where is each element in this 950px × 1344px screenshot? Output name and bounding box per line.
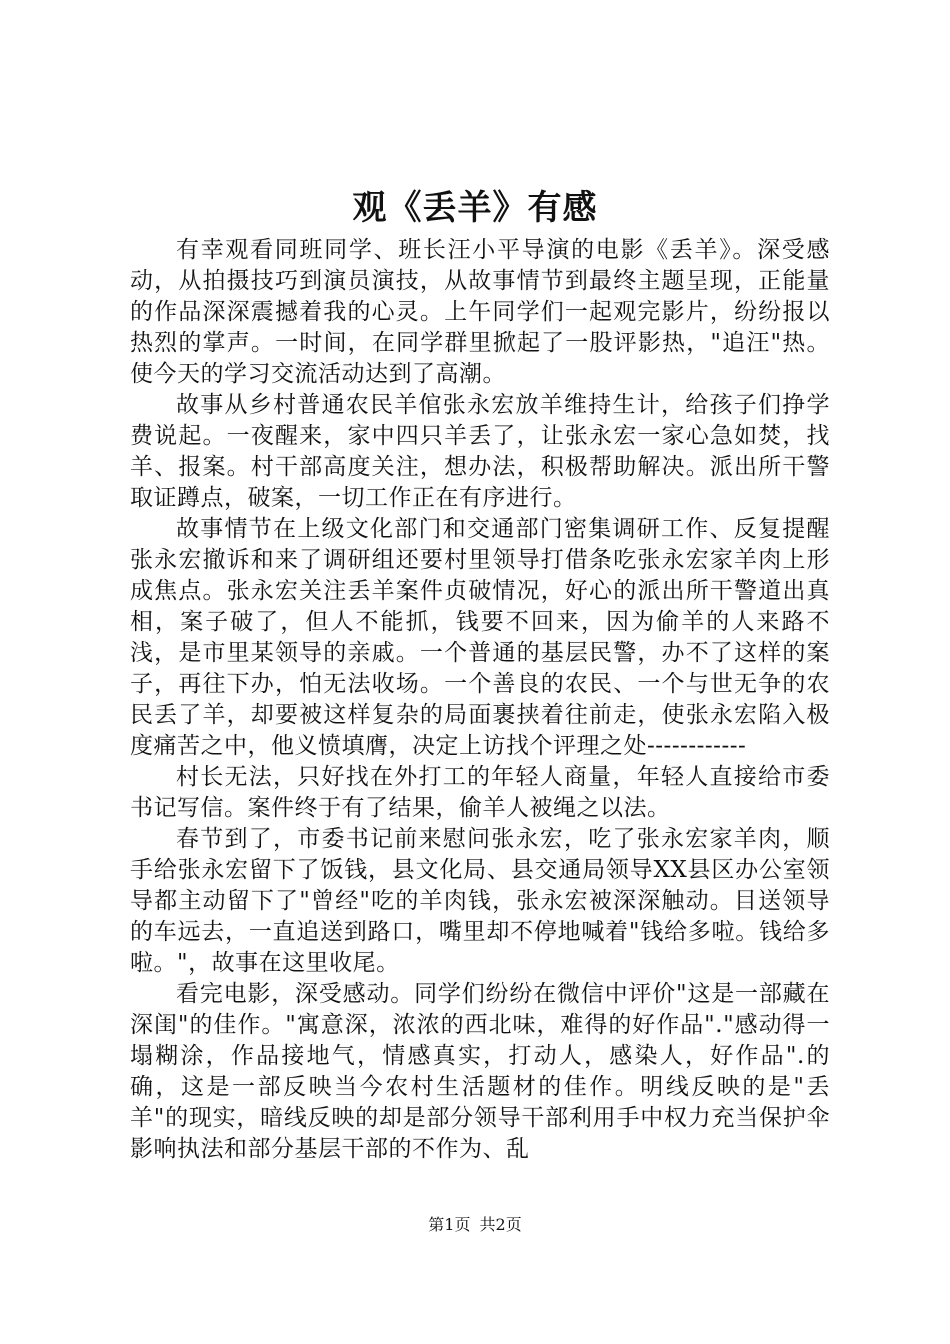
page-title: 观《丢羊》有感	[352, 188, 598, 228]
paragraph-3: 故事情节在上级文化部门和交通部门密集调研工作、反复提醒张永宏撤诉和来了调研组还要村里领导打借条吃张永宏家羊肉上形成焦点。张永宏关注丢羊案件贞破情况，好心的派出所干警道出真相，案子破了，但人不能抓，钱要不回来，因为偷羊的人来路不浅，是市里某领导的亲戚。一个普通的基层民警，办不了这样的案子，再往下办，怕无法收场。一个善良的农民、一个与世无争的农民丢了羊，却要被这样复杂的局面裹挟着往前走，使张永宏陷入极度痛苦之中，他义愤填膺，决定上访找个评理之处------------	[130, 516, 830, 759]
paragraph-1: 有幸观看同班同学、班长汪小平导演的电影《丢羊》。深受感动，从拍摄技巧到演员演技，从故事情节到最终主题呈现，正能量的作品深深震撼着我的心灵。上午同学们一起观完影片，纷纷报以热烈的掌声。一时间，在同学群里掀起了一股评影热，"追汪"热。使今天的学习交流活动达到了高潮。	[130, 237, 830, 387]
paragraph-5: 春节到了，市委书记前来慰问张永宏，吃了张永宏家羊肉，顺手给张永宏留下了饭钱，县文化局、县交通局领导XX县区办公室领导都主动留下了"曾经"吃的羊肉钱，张永宏被深深触动。目送领导的车远去，一直追送到路口，嘴里却不停地喊着"钱给多啦。钱给多啦。"，故事在这里收尾。	[130, 826, 830, 976]
page-number-total: 共2页	[479, 1215, 522, 1234]
page-footer	[0, 1214, 950, 1236]
document-body	[130, 235, 830, 1165]
page-number-current: 第1页	[428, 1215, 471, 1234]
paragraph-4: 村长无法，只好找在外打工的年轻人商量，年轻人直接给市委书记写信。案件终于有了结果，偷羊人被绳之以法。	[130, 764, 830, 821]
paragraph-6: 看完电影，深受感动。同学们纷纷在微信中评价"这是一部藏在深闺"的佳作。"寓意深，浓浓的西北味，难得的好作品"."感动得一塌糊涂，作品接地气，情感真实，打动人，感染人，好作品".的确，这是一部反映当今农村生活题材的佳作。明线反映的是"丢羊"的现实，暗线反映的却是部分领导干部利用手中权力充当保护伞影响执法和部分基层干部的不作为、乱	[130, 981, 830, 1162]
paragraph-2: 故事从乡村普通农民羊倌张永宏放羊维持生计，给孩子们挣学费说起。一夜醒来，家中四只羊丢了，让张永宏一家心急如焚，找羊、报案。村干部高度关注，想办法，积极帮助解决。派出所干警取证蹲点，破案，一切工作正在有序进行。	[130, 392, 830, 511]
